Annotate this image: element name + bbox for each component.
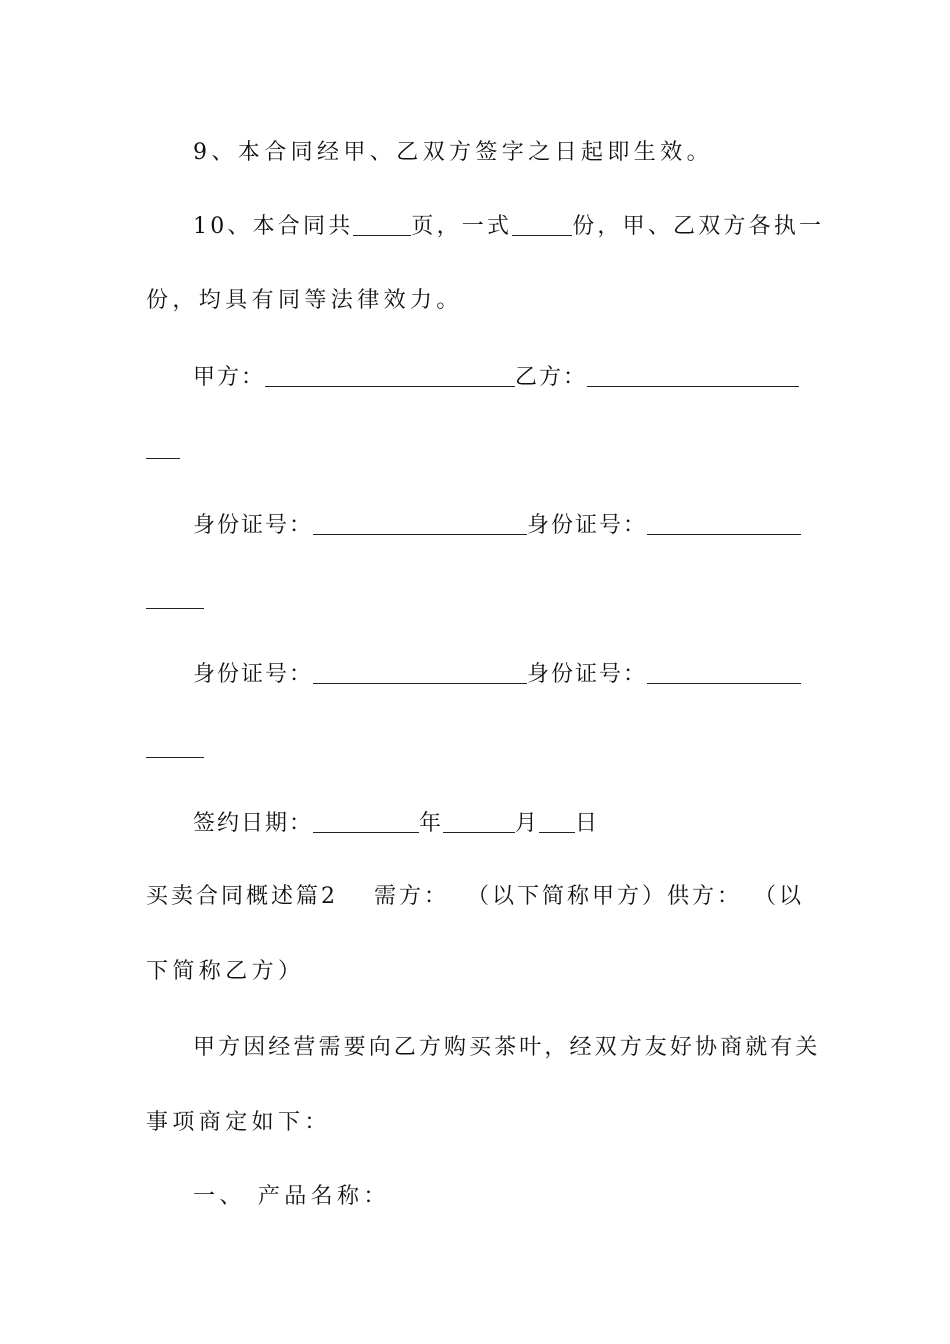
supplier-note-end: 下简称乙方）: [146, 959, 305, 984]
id-blank-continuation-2: [146, 757, 204, 758]
buyer-note: （以下简称甲方）: [467, 884, 668, 909]
id-blank-continuation-1: [146, 608, 204, 609]
year-label: 年: [419, 811, 444, 836]
clause-10-continuation: 份，均具有同等法律效力。: [146, 288, 463, 313]
day-blank: [539, 808, 575, 833]
id-label-a-1: 身份证号：: [193, 513, 314, 538]
id-label-a-2: 身份证号：: [193, 662, 314, 687]
clause-10-part3: 份，甲、乙双方各执一: [572, 214, 825, 239]
party-b-label: 乙方：: [515, 365, 588, 390]
id-row-1: [193, 510, 808, 541]
id-blank-b-2: [647, 659, 801, 684]
copy-count-blank: [512, 211, 572, 236]
item-1-number: 一、: [193, 1184, 246, 1209]
clause-10-part1: 10、本合同共: [193, 214, 354, 239]
id-blank-b-1: [647, 510, 801, 535]
party-a-blank: [265, 362, 515, 387]
id-label-b-2: 身份证号：: [527, 662, 648, 687]
clause-10: [193, 211, 825, 242]
id-blank-a-2: [313, 659, 527, 684]
sign-date-label: 签约日期：: [193, 811, 314, 836]
supplier-note-start: （以: [754, 884, 805, 909]
id-label-b-1: 身份证号：: [527, 513, 648, 538]
month-label: 月: [515, 811, 540, 836]
clause-9: 9、本合同经甲、乙双方签字之日起即生效。: [193, 140, 713, 165]
year-blank: [313, 808, 419, 833]
party-signature-row: [193, 362, 808, 393]
intro-line-1: 甲方因经营需要向乙方购买茶叶，经双方友好协商就有关: [193, 1035, 821, 1060]
party-b-blank: [587, 362, 799, 387]
item-1: [193, 1182, 808, 1212]
day-label: 日: [575, 811, 600, 836]
page-count-blank: [353, 211, 411, 236]
id-blank-a-1: [313, 510, 527, 535]
item-1-label: 产品名称：: [257, 1184, 390, 1209]
party-a-label: 甲方：: [193, 365, 266, 390]
section-2-header: [146, 882, 808, 912]
section-2-title: 买卖合同概述篇2: [146, 884, 338, 909]
buyer-label: 需方：: [374, 884, 450, 909]
supplier-label: 供方：: [667, 884, 743, 909]
party-b-blank-continuation: [146, 458, 180, 459]
id-row-2: [193, 659, 808, 690]
clause-10-part2: 页，一式: [411, 214, 513, 239]
intro-line-2: 事项商定如下：: [146, 1110, 331, 1135]
sign-date-row: [193, 808, 808, 839]
month-blank: [443, 808, 515, 833]
